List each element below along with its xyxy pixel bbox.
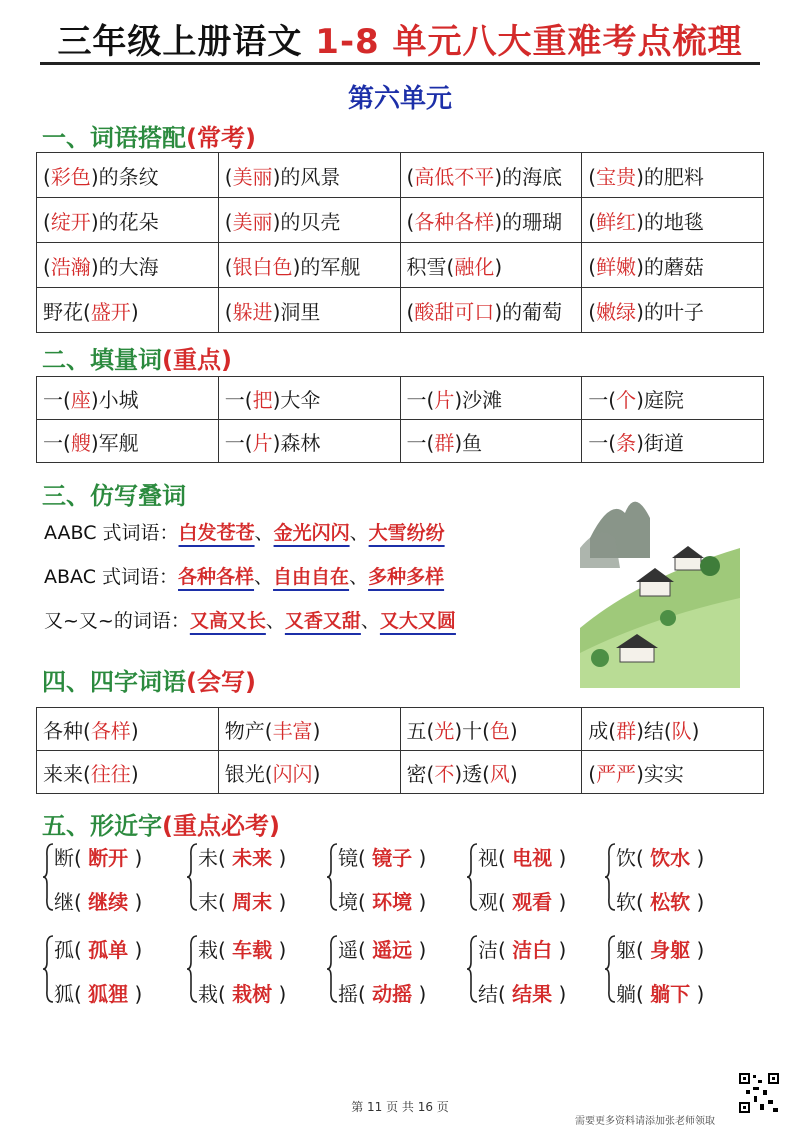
pattern-label: 又~又~的词语：: [44, 610, 190, 632]
collocation-cell: [582, 288, 764, 333]
compound-word: 周末: [232, 890, 273, 914]
prompt-text: (: [224, 254, 233, 279]
unit-heading: 第六单元: [347, 84, 452, 114]
prompt-text: )街道: [636, 430, 684, 455]
answer-text: 个: [616, 387, 637, 412]
brace-icon: [326, 934, 338, 1004]
base-char: 饮: [616, 846, 636, 870]
measure-word-cell: [400, 377, 582, 420]
base-char: 断: [54, 846, 74, 870]
prompt-text: (: [224, 164, 233, 189]
collocation-cell: [582, 198, 764, 243]
prompt-text: )军舰: [90, 430, 139, 455]
answer-text: 酸甜可口: [414, 299, 495, 324]
compound-word: 狐狸: [88, 982, 129, 1006]
section5-tag: (重点必考): [162, 812, 280, 840]
page-footer: 第 11 页 共 16 页: [351, 1100, 449, 1114]
answer-text: 高低不平: [414, 164, 495, 189]
measure-word-row: [37, 420, 764, 463]
answer-text: 各样: [90, 718, 131, 743]
prompt-text: 一(: [406, 430, 435, 455]
four-char-cell: [400, 751, 582, 794]
prompt-text: (: [224, 299, 233, 324]
reduplication-line: [44, 562, 444, 589]
paren: (: [498, 890, 513, 914]
compound-word: 镜子: [372, 846, 413, 870]
paren: (: [74, 846, 89, 870]
prompt-text: (: [588, 254, 597, 279]
collocation-cell: [37, 243, 219, 288]
brace-icon: [42, 842, 54, 912]
prompt-text: 一(: [43, 387, 71, 412]
prompt-text: 物产(: [224, 718, 273, 743]
collocation-cell: [400, 153, 582, 198]
similar-char-line: [338, 842, 426, 871]
paren: (: [218, 938, 233, 962]
paren: ): [272, 982, 287, 1006]
paren: (: [358, 938, 373, 962]
prompt-text: 一(: [224, 430, 253, 455]
section4-title: 四、四字词语: [42, 668, 186, 696]
collocation-row: [37, 243, 764, 288]
brace-icon: [186, 934, 198, 1004]
four-char-cell: [218, 708, 400, 751]
answer-text: 宝贵: [596, 164, 637, 189]
answer-text: 躲进: [232, 299, 273, 324]
answer-text: 艘: [70, 430, 91, 455]
title-part1: 三年级上册语文: [57, 22, 303, 62]
collocation-cell: [400, 243, 582, 288]
answer-text: 片: [252, 430, 273, 455]
paren: (: [358, 890, 373, 914]
collocation-cell: [37, 153, 219, 198]
prompt-text: (: [43, 164, 51, 189]
section2-tag: (重点): [162, 346, 232, 374]
prompt-text: )的叶子: [636, 299, 704, 324]
collocation-cell: [37, 198, 219, 243]
collocation-table: [36, 152, 764, 333]
answer-text: 丰富: [272, 718, 313, 743]
base-char: 摇: [338, 982, 358, 1006]
paren: (: [636, 890, 651, 914]
base-char: 观: [478, 890, 498, 914]
paren: ): [128, 890, 143, 914]
paren: (: [498, 846, 513, 870]
base-char: 洁: [478, 938, 498, 962]
prompt-text: )的花朵: [90, 209, 159, 234]
title-part2: 1-8 单元八大重难考点梳理: [315, 22, 743, 62]
measure-word-cell: [37, 420, 219, 463]
collocation-cell: [37, 288, 219, 333]
paren: (: [218, 982, 233, 1006]
collocation-cell: [218, 243, 400, 288]
prompt-text: )的葡萄: [494, 299, 563, 324]
paren: ): [690, 938, 705, 962]
separator: 、: [254, 522, 274, 544]
prompt-text: 一(: [406, 387, 435, 412]
measure-word-table: [36, 376, 764, 463]
collocation-cell: [400, 198, 582, 243]
paren: ): [552, 846, 567, 870]
separator: 、: [349, 522, 369, 544]
prompt-text: ): [312, 718, 321, 743]
example-word: 自由自在: [273, 566, 350, 588]
compound-word: 遥远: [372, 938, 413, 962]
section1-title: 一、词语搭配: [42, 124, 186, 152]
paren: ): [412, 846, 427, 870]
separator: 、: [360, 610, 380, 632]
compound-word: 松软: [650, 890, 691, 914]
prompt-text: )结(: [636, 718, 672, 743]
collocation-row: [37, 198, 764, 243]
measure-word-cell: [582, 420, 764, 463]
paren: ): [412, 890, 427, 914]
similar-char-line: [54, 934, 142, 963]
brace-icon: [466, 842, 478, 912]
similar-char-line: [338, 934, 426, 963]
prompt-text: (: [588, 209, 597, 234]
similar-char-line: [616, 934, 704, 963]
prompt-text: 积雪(: [406, 254, 455, 279]
similar-char-line: [616, 978, 704, 1007]
prompt-text: 成(: [588, 718, 617, 743]
prompt-text: )洞里: [272, 299, 321, 324]
similar-char-line: [616, 842, 704, 871]
prompt-text: )的珊瑚: [494, 209, 563, 234]
prompt-text: )透(: [454, 761, 490, 786]
base-char: 栽: [198, 938, 218, 962]
measure-word-cell: [400, 420, 582, 463]
answer-text: 各种各样: [414, 209, 495, 234]
section5-title: 五、形近字: [42, 812, 162, 840]
page-title: [0, 14, 800, 63]
pattern-label: AABC 式词语：: [44, 522, 179, 544]
paren: (: [498, 982, 513, 1006]
paren: ): [128, 982, 143, 1006]
similar-char-line: [54, 978, 142, 1007]
collocation-cell: [582, 243, 764, 288]
compound-word: 栽树: [232, 982, 273, 1006]
answer-text: 风: [489, 761, 510, 786]
paren: ): [690, 982, 705, 1006]
base-char: 继: [54, 890, 74, 914]
four-char-row: [37, 751, 764, 794]
four-char-row: [37, 708, 764, 751]
paren: (: [498, 938, 513, 962]
base-char: 视: [478, 846, 498, 870]
prompt-text: )实实: [636, 761, 684, 786]
paren: (: [636, 846, 651, 870]
base-char: 孤: [54, 938, 74, 962]
paren: (: [358, 982, 373, 1006]
base-char: 境: [338, 890, 358, 914]
prompt-text: ): [312, 761, 321, 786]
example-word: 金光闪闪: [273, 522, 350, 544]
similar-char-line: [478, 934, 566, 963]
watermark-note: 需要更多资料请添加张老师领取: [575, 1116, 715, 1127]
brace-icon: [186, 842, 198, 912]
compound-word: 观看: [512, 890, 553, 914]
prompt-text: )的蘑菇: [636, 254, 704, 279]
prompt-text: )十(: [454, 718, 490, 743]
measure-word-cell: [218, 420, 400, 463]
pattern-label: ABAC 式词语：: [44, 566, 179, 588]
paren: (: [636, 982, 651, 1006]
paren: ): [552, 890, 567, 914]
example-word: 多种多样: [368, 566, 445, 588]
similar-char-line: [54, 842, 142, 871]
paren: ): [552, 938, 567, 962]
answer-text: 鲜红: [596, 209, 637, 234]
brace-icon: [604, 842, 616, 912]
base-char: 遥: [338, 938, 358, 962]
prompt-text: 银光(: [224, 761, 273, 786]
paren: (: [218, 890, 233, 914]
section4-tag: (会写): [186, 668, 256, 696]
prompt-text: (: [588, 299, 597, 324]
prompt-text: )的海底: [494, 164, 563, 189]
answer-text: 色: [489, 718, 510, 743]
similar-char-line: [198, 934, 286, 963]
base-char: 末: [198, 890, 218, 914]
similar-char-line: [478, 886, 566, 915]
similar-char-line: [338, 978, 426, 1007]
compound-word: 未来: [232, 846, 273, 870]
prompt-text: )森林: [272, 430, 321, 455]
collocation-row: [37, 288, 764, 333]
compound-word: 断开: [88, 846, 129, 870]
prompt-text: ): [130, 761, 139, 786]
answer-text: 把: [252, 387, 273, 412]
four-char-table: [36, 707, 764, 794]
prompt-text: )沙滩: [454, 387, 503, 412]
prompt-text: (: [406, 209, 415, 234]
base-char: 镜: [338, 846, 358, 870]
compound-word: 环境: [372, 890, 413, 914]
separator: 、: [265, 610, 285, 632]
similar-char-line: [478, 978, 566, 1007]
compound-word: 动摇: [372, 982, 413, 1006]
answer-text: 美丽: [232, 164, 273, 189]
brace-icon: [326, 842, 338, 912]
prompt-text: )的肥料: [636, 164, 704, 189]
four-char-cell: [37, 708, 219, 751]
section3-heading: [42, 476, 186, 511]
section4-heading: [42, 662, 256, 697]
reduplication-line: [44, 518, 445, 545]
paren: ): [552, 982, 567, 1006]
similar-char-line: [616, 886, 704, 915]
answer-text: 条: [616, 430, 637, 455]
prompt-text: 密(: [406, 761, 435, 786]
answer-text: 彩色: [50, 164, 91, 189]
paren: ): [128, 938, 143, 962]
brace-icon: [604, 934, 616, 1004]
collocation-cell: [218, 153, 400, 198]
answer-text: 银白色: [232, 254, 293, 279]
similar-char-line: [198, 886, 286, 915]
answer-text: 片: [434, 387, 455, 412]
section3-title: 三、仿写叠词: [42, 482, 186, 510]
base-char: 软: [616, 890, 636, 914]
paren: ): [128, 846, 143, 870]
example-word: 大雪纷纷: [368, 522, 445, 544]
base-char: 躯: [616, 938, 636, 962]
answer-text: 队: [671, 718, 692, 743]
similar-char-line: [478, 842, 566, 871]
paren: (: [358, 846, 373, 870]
paren: (: [218, 846, 233, 870]
answer-text: 鲜嫩: [596, 254, 637, 279]
four-char-cell: [582, 751, 764, 794]
prompt-text: ): [691, 718, 700, 743]
prompt-text: )庭院: [636, 387, 684, 412]
answer-text: 浩瀚: [50, 254, 91, 279]
similar-char-line: [338, 886, 426, 915]
compound-word: 车载: [232, 938, 273, 962]
prompt-text: 一(: [43, 430, 71, 455]
measure-word-cell: [218, 377, 400, 420]
prompt-text: (: [406, 164, 415, 189]
similar-char-line: [198, 978, 286, 1007]
prompt-text: (: [588, 164, 597, 189]
prompt-text: (: [43, 254, 51, 279]
compound-word: 电视: [512, 846, 553, 870]
collocation-cell: [582, 153, 764, 198]
compound-word: 孤单: [88, 938, 129, 962]
measure-word-row: [37, 377, 764, 420]
four-char-cell: [582, 708, 764, 751]
example-word: 又大又圆: [379, 610, 456, 632]
title-underline: [40, 62, 760, 65]
collocation-row: [37, 153, 764, 198]
brace-icon: [42, 934, 54, 1004]
section2-heading: [42, 340, 232, 375]
answer-text: 绽开: [50, 209, 91, 234]
example-word: 又香又甜: [284, 610, 361, 632]
prompt-text: )的风景: [272, 164, 341, 189]
compound-word: 身躯: [650, 938, 691, 962]
base-char: 狐: [54, 982, 74, 1006]
prompt-text: (: [406, 299, 415, 324]
prompt-text: )小城: [90, 387, 139, 412]
answer-text: 严严: [596, 761, 637, 786]
prompt-text: )的贝壳: [272, 209, 341, 234]
answer-text: 嫩绿: [596, 299, 637, 324]
section1-tag: (常考): [186, 124, 256, 152]
prompt-text: ): [130, 299, 139, 324]
separator: 、: [254, 566, 274, 588]
paren: ): [412, 938, 427, 962]
brace-icon: [466, 934, 478, 1004]
prompt-text: ): [509, 718, 518, 743]
compound-word: 结果: [512, 982, 553, 1006]
prompt-text: 一(: [224, 387, 253, 412]
answer-text: 群: [616, 718, 637, 743]
base-char: 栽: [198, 982, 218, 1006]
landscape-illustration: [580, 478, 740, 688]
answer-text: 群: [434, 430, 455, 455]
answer-text: 光: [434, 718, 455, 743]
reduplication-line: [44, 606, 456, 633]
prompt-text: )的地毯: [636, 209, 704, 234]
prompt-text: (: [43, 209, 51, 234]
base-char: 躺: [616, 982, 636, 1006]
prompt-text: )的军舰: [292, 254, 361, 279]
similar-char-line: [198, 842, 286, 871]
prompt-text: 五(: [406, 718, 435, 743]
compound-word: 继续: [88, 890, 129, 914]
collocation-cell: [400, 288, 582, 333]
compound-word: 饮水: [650, 846, 691, 870]
paren: ): [272, 846, 287, 870]
section2-title: 二、填量词: [42, 346, 162, 374]
paren: (: [74, 890, 89, 914]
prompt-text: 来来(: [43, 761, 91, 786]
measure-word-cell: [582, 377, 764, 420]
paren: ): [412, 982, 427, 1006]
answer-text: 美丽: [232, 209, 273, 234]
prompt-text: )鱼: [454, 430, 483, 455]
separator: 、: [349, 566, 369, 588]
paren: (: [74, 938, 89, 962]
four-char-cell: [218, 751, 400, 794]
paren: ): [272, 890, 287, 914]
example-word: 各种各样: [178, 566, 255, 588]
similar-char-line: [54, 886, 142, 915]
section1-heading: [42, 118, 256, 153]
paren: ): [690, 846, 705, 870]
prompt-text: 各种(: [43, 718, 91, 743]
paren: (: [636, 938, 651, 962]
prompt-text: ): [130, 718, 139, 743]
paren: ): [690, 890, 705, 914]
compound-word: 躺下: [650, 982, 691, 1006]
answer-text: 往往: [90, 761, 131, 786]
prompt-text: 野花(: [43, 299, 91, 324]
prompt-text: )的大海: [90, 254, 159, 279]
prompt-text: (: [588, 761, 597, 786]
compound-word: 洁白: [512, 938, 553, 962]
base-char: 未: [198, 846, 218, 870]
section5-heading: [42, 806, 280, 841]
prompt-text: 一(: [588, 387, 617, 412]
prompt-text: )的条纹: [90, 164, 159, 189]
paren: (: [74, 982, 89, 1006]
answer-text: 融化: [454, 254, 495, 279]
base-char: 结: [478, 982, 498, 1006]
prompt-text: ): [509, 761, 518, 786]
collocation-cell: [218, 198, 400, 243]
paren: ): [272, 938, 287, 962]
prompt-text: 一(: [588, 430, 617, 455]
example-word: 又高又长: [189, 610, 266, 632]
answer-text: 座: [70, 387, 91, 412]
answer-text: 盛开: [90, 299, 131, 324]
four-char-cell: [37, 751, 219, 794]
answer-text: 不: [434, 761, 455, 786]
collocation-cell: [218, 288, 400, 333]
prompt-text: )大伞: [272, 387, 321, 412]
four-char-cell: [400, 708, 582, 751]
example-word: 白发苍苍: [178, 522, 255, 544]
measure-word-cell: [37, 377, 219, 420]
prompt-text: (: [224, 209, 233, 234]
answer-text: 闪闪: [272, 761, 313, 786]
prompt-text: ): [494, 254, 503, 279]
